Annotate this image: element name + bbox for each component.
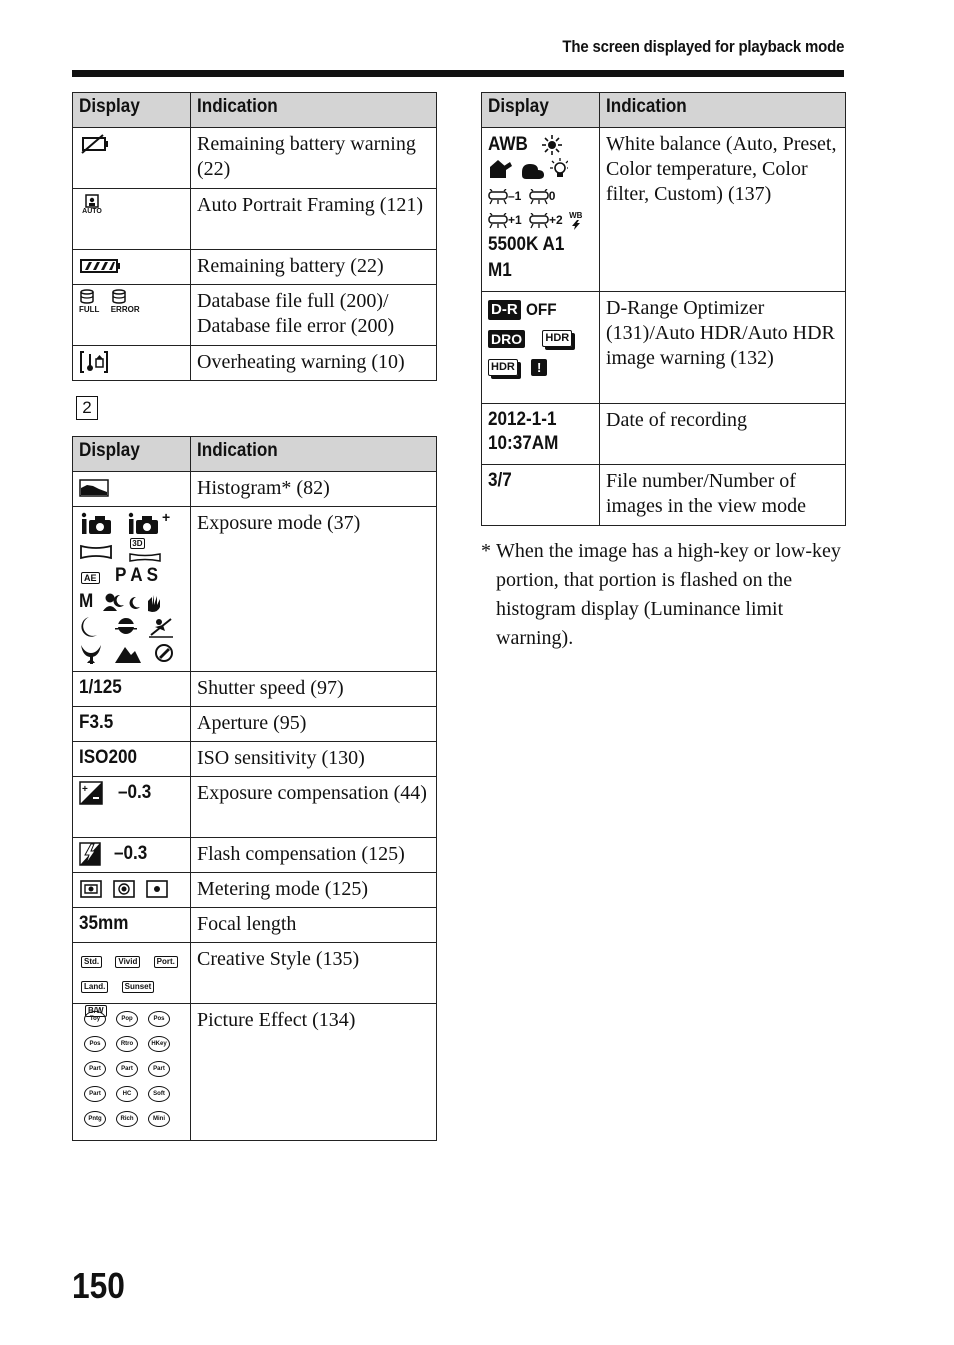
- table-row: [73, 707, 437, 742]
- picture-effect-rich: Rich: [116, 1111, 138, 1127]
- picture-effect-pop: Pop: [116, 1011, 138, 1027]
- table-row: [482, 292, 846, 404]
- hdr-badge: HDR: [542, 330, 572, 347]
- wb-zero: 0: [548, 189, 556, 203]
- display-cell: [73, 777, 191, 838]
- wb-plus-one: +1: [508, 213, 522, 227]
- table-header-row: [73, 93, 437, 128]
- indication-cell: Focal length: [191, 908, 437, 943]
- indication-cell: Remaining battery (22): [191, 250, 437, 285]
- column-header-indication: Indication: [191, 437, 437, 472]
- display-cell: [73, 285, 191, 346]
- intelligent-auto-row: [79, 511, 184, 539]
- table-row: [73, 742, 437, 777]
- wb-minus-one: –1: [508, 189, 522, 203]
- creative-style-std: Std.: [81, 956, 102, 968]
- picture-effect-part-2: Part: [116, 1061, 138, 1077]
- auto-portrait-framing-icon: [79, 194, 105, 216]
- picture-effect-rtro: Rtro: [116, 1036, 138, 1052]
- page-number: 150: [72, 1265, 125, 1306]
- table-row: [482, 128, 846, 292]
- indication-cell: Exposure mode (37): [191, 507, 437, 672]
- indication-cell: Shutter speed (97): [191, 672, 437, 707]
- display-cell: [73, 742, 191, 777]
- table-row: [73, 873, 437, 908]
- indicator-table-1: [72, 92, 437, 381]
- dro-badge: DRO: [488, 330, 525, 348]
- table-row: [73, 1004, 437, 1141]
- display-cell: [482, 292, 600, 404]
- indication-cell: D-Range Optimizer (131)/Auto HDR/Auto HDR image warning (132): [600, 292, 846, 404]
- header-rule: [72, 70, 844, 77]
- panorama-row: [79, 539, 184, 563]
- indication-cell: Metering mode (125): [191, 873, 437, 908]
- indicator-table-2: [72, 436, 437, 1141]
- picture-effect-icons: [79, 1010, 184, 1135]
- section-marker: 2: [76, 396, 98, 420]
- indication-cell: Exposure compensation (44): [191, 777, 437, 838]
- wb-flash-icon: WB: [569, 211, 582, 230]
- footnote: [481, 537, 845, 653]
- display-cell: [73, 346, 191, 381]
- table-row: [73, 346, 437, 381]
- display-cell: [73, 250, 191, 285]
- battery-level-icon: [79, 257, 123, 275]
- fluorescent-icon-1: [488, 189, 508, 205]
- exposure-compensation-icon: [79, 781, 103, 805]
- picture-effect-toy: Toy: [84, 1011, 106, 1027]
- picture-effect-part-1: Part: [84, 1061, 106, 1077]
- indication-cell: Database file full (200)/ Database file error (200): [191, 285, 437, 346]
- table-row: [73, 672, 437, 707]
- page-header-title: The screen displayed for playback mode: [562, 37, 844, 56]
- display-cell: [482, 404, 600, 465]
- table-row: [482, 465, 846, 526]
- display-cell: [73, 908, 191, 943]
- warning-exclamation-icon: !: [531, 359, 547, 376]
- m-scene-row-1: [79, 589, 184, 615]
- creative-style-land: Land.: [81, 981, 108, 993]
- display-cell: [73, 1004, 191, 1141]
- display-cell: [73, 873, 191, 908]
- indication-cell: White balance (Auto, Preset, Color temperature, Color filter, Custom) (137): [600, 128, 846, 292]
- iso-value: ISO200: [79, 747, 137, 768]
- d-r-badge: D-R: [488, 300, 521, 320]
- exposure-mode-icons: [79, 511, 184, 667]
- metering-mode-icons: [79, 879, 171, 899]
- picture-effect-pos-2: Pos: [84, 1036, 106, 1052]
- indication-cell: File number/Number of images in the view mode: [600, 465, 846, 526]
- table-row: [73, 472, 437, 507]
- picture-effect-soft: Soft: [148, 1086, 170, 1102]
- ae-icon: AE: [81, 572, 100, 584]
- table-row: [73, 128, 437, 189]
- 3d-label: 3D: [132, 538, 143, 548]
- display-cell: [73, 128, 191, 189]
- white-balance-icons: [488, 132, 593, 284]
- auto-label: AUTO: [82, 207, 102, 215]
- scene-row-3: [79, 641, 184, 667]
- creative-style-sunset: Sunset: [122, 981, 155, 993]
- display-cell: [73, 672, 191, 707]
- file-number-value: 3/7: [488, 470, 512, 491]
- fluorescent-icon-4: [529, 213, 549, 229]
- scene-row-2: [79, 615, 184, 641]
- wb-color-temp: 5500K A1: [488, 234, 565, 255]
- svg-text:+: +: [82, 784, 88, 795]
- indication-cell: Auto Portrait Framing (121): [191, 189, 437, 250]
- mode-letter-m: M: [79, 591, 94, 612]
- flash-compensation-icon: [79, 842, 101, 866]
- creative-style-icons: [79, 947, 184, 1015]
- picture-effect-part-3: Part: [148, 1061, 170, 1077]
- indication-cell: Histogram* (82): [191, 472, 437, 507]
- column-header-indication: Indication: [600, 93, 846, 128]
- table-row: [73, 838, 437, 873]
- wb-custom: M1: [488, 260, 512, 281]
- indication-cell: Creative Style (135): [191, 943, 437, 1004]
- table-header-row: [482, 93, 846, 128]
- display-cell: [73, 838, 191, 873]
- table-row: [73, 285, 437, 346]
- mode-letters-pas: P A S: [114, 565, 158, 586]
- indication-cell: Aperture (95): [191, 707, 437, 742]
- off-label: OFF: [525, 300, 557, 319]
- indication-cell: Picture Effect (134): [191, 1004, 437, 1141]
- creative-style-vivid: Vivid: [115, 956, 140, 968]
- wb-plus-two: +2: [549, 213, 563, 227]
- indication-cell: Date of recording: [600, 404, 846, 465]
- pas-row: [79, 563, 184, 589]
- d-range-optimizer-icons: [488, 296, 593, 383]
- db-error-label: ERROR: [110, 305, 140, 314]
- display-cell: [73, 472, 191, 507]
- table-row: [482, 404, 846, 465]
- display-cell: [482, 465, 600, 526]
- indicator-table-3: [481, 92, 846, 526]
- sun-icon: [542, 135, 562, 155]
- column-header-display: Display: [482, 93, 600, 128]
- display-cell: [482, 128, 600, 292]
- picture-effect-hkey: HKey: [148, 1036, 170, 1052]
- creative-style-port: Port.: [154, 956, 178, 968]
- database-file-icon: [79, 289, 140, 314]
- picture-effect-hc: HC: [116, 1086, 138, 1102]
- db-full-label: FULL: [79, 305, 100, 314]
- table-row: [73, 943, 437, 1004]
- column-header-display: Display: [73, 437, 191, 472]
- footnote-text: When the image has a high-key or low-key portion, that portion is flashed on the histogram display (Luminance limit warning).: [496, 540, 841, 649]
- indication-cell: Overheating warning (10): [191, 346, 437, 381]
- fluorescent-icon-2: [529, 189, 549, 205]
- picture-effect-pos: Pos: [148, 1011, 170, 1027]
- display-cell: [73, 943, 191, 1015]
- shutter-speed-value: 1/125: [79, 677, 122, 698]
- focal-length-value: 35mm: [79, 913, 129, 934]
- indication-cell: Remaining battery warning (22): [191, 128, 437, 189]
- picture-effect-pntg: Pntg: [84, 1111, 106, 1127]
- picture-effect-part-4: Part: [84, 1086, 106, 1102]
- svg-text:+: +: [162, 511, 171, 525]
- creative-style-bw: B/W: [85, 1005, 107, 1017]
- recording-time: 10:37AM: [488, 433, 559, 454]
- fluorescent-icon-3: [488, 213, 508, 229]
- histogram-icon: [79, 479, 109, 497]
- table-row: [73, 908, 437, 943]
- picture-effect-mini: Mini: [148, 1111, 170, 1127]
- battery-warning-icon: [79, 133, 111, 155]
- table-row: [73, 777, 437, 838]
- table-row: [73, 189, 437, 250]
- indication-cell: ISO sensitivity (130): [191, 742, 437, 777]
- display-cell: [73, 507, 191, 672]
- flash-compensation-value: –0.3: [114, 843, 148, 864]
- display-cell: [73, 189, 191, 250]
- wb-preset-icons: [488, 158, 568, 180]
- table-header-row: [73, 437, 437, 472]
- awb-label: AWB: [488, 134, 528, 155]
- hdr-warning-badge: HDR: [488, 359, 518, 376]
- aperture-value: F3.5: [79, 712, 114, 733]
- recording-date: 2012-1-1: [488, 409, 557, 430]
- exposure-compensation-value: –0.3: [118, 782, 152, 803]
- overheating-warning-icon: [79, 350, 109, 374]
- display-cell: [73, 707, 191, 742]
- indication-cell: Flash compensation (125): [191, 838, 437, 873]
- column-header-indication: Indication: [191, 93, 437, 128]
- footnote-mark: *: [481, 540, 491, 562]
- column-header-display: Display: [73, 93, 191, 128]
- table-row: [73, 507, 437, 672]
- table-row: [73, 250, 437, 285]
